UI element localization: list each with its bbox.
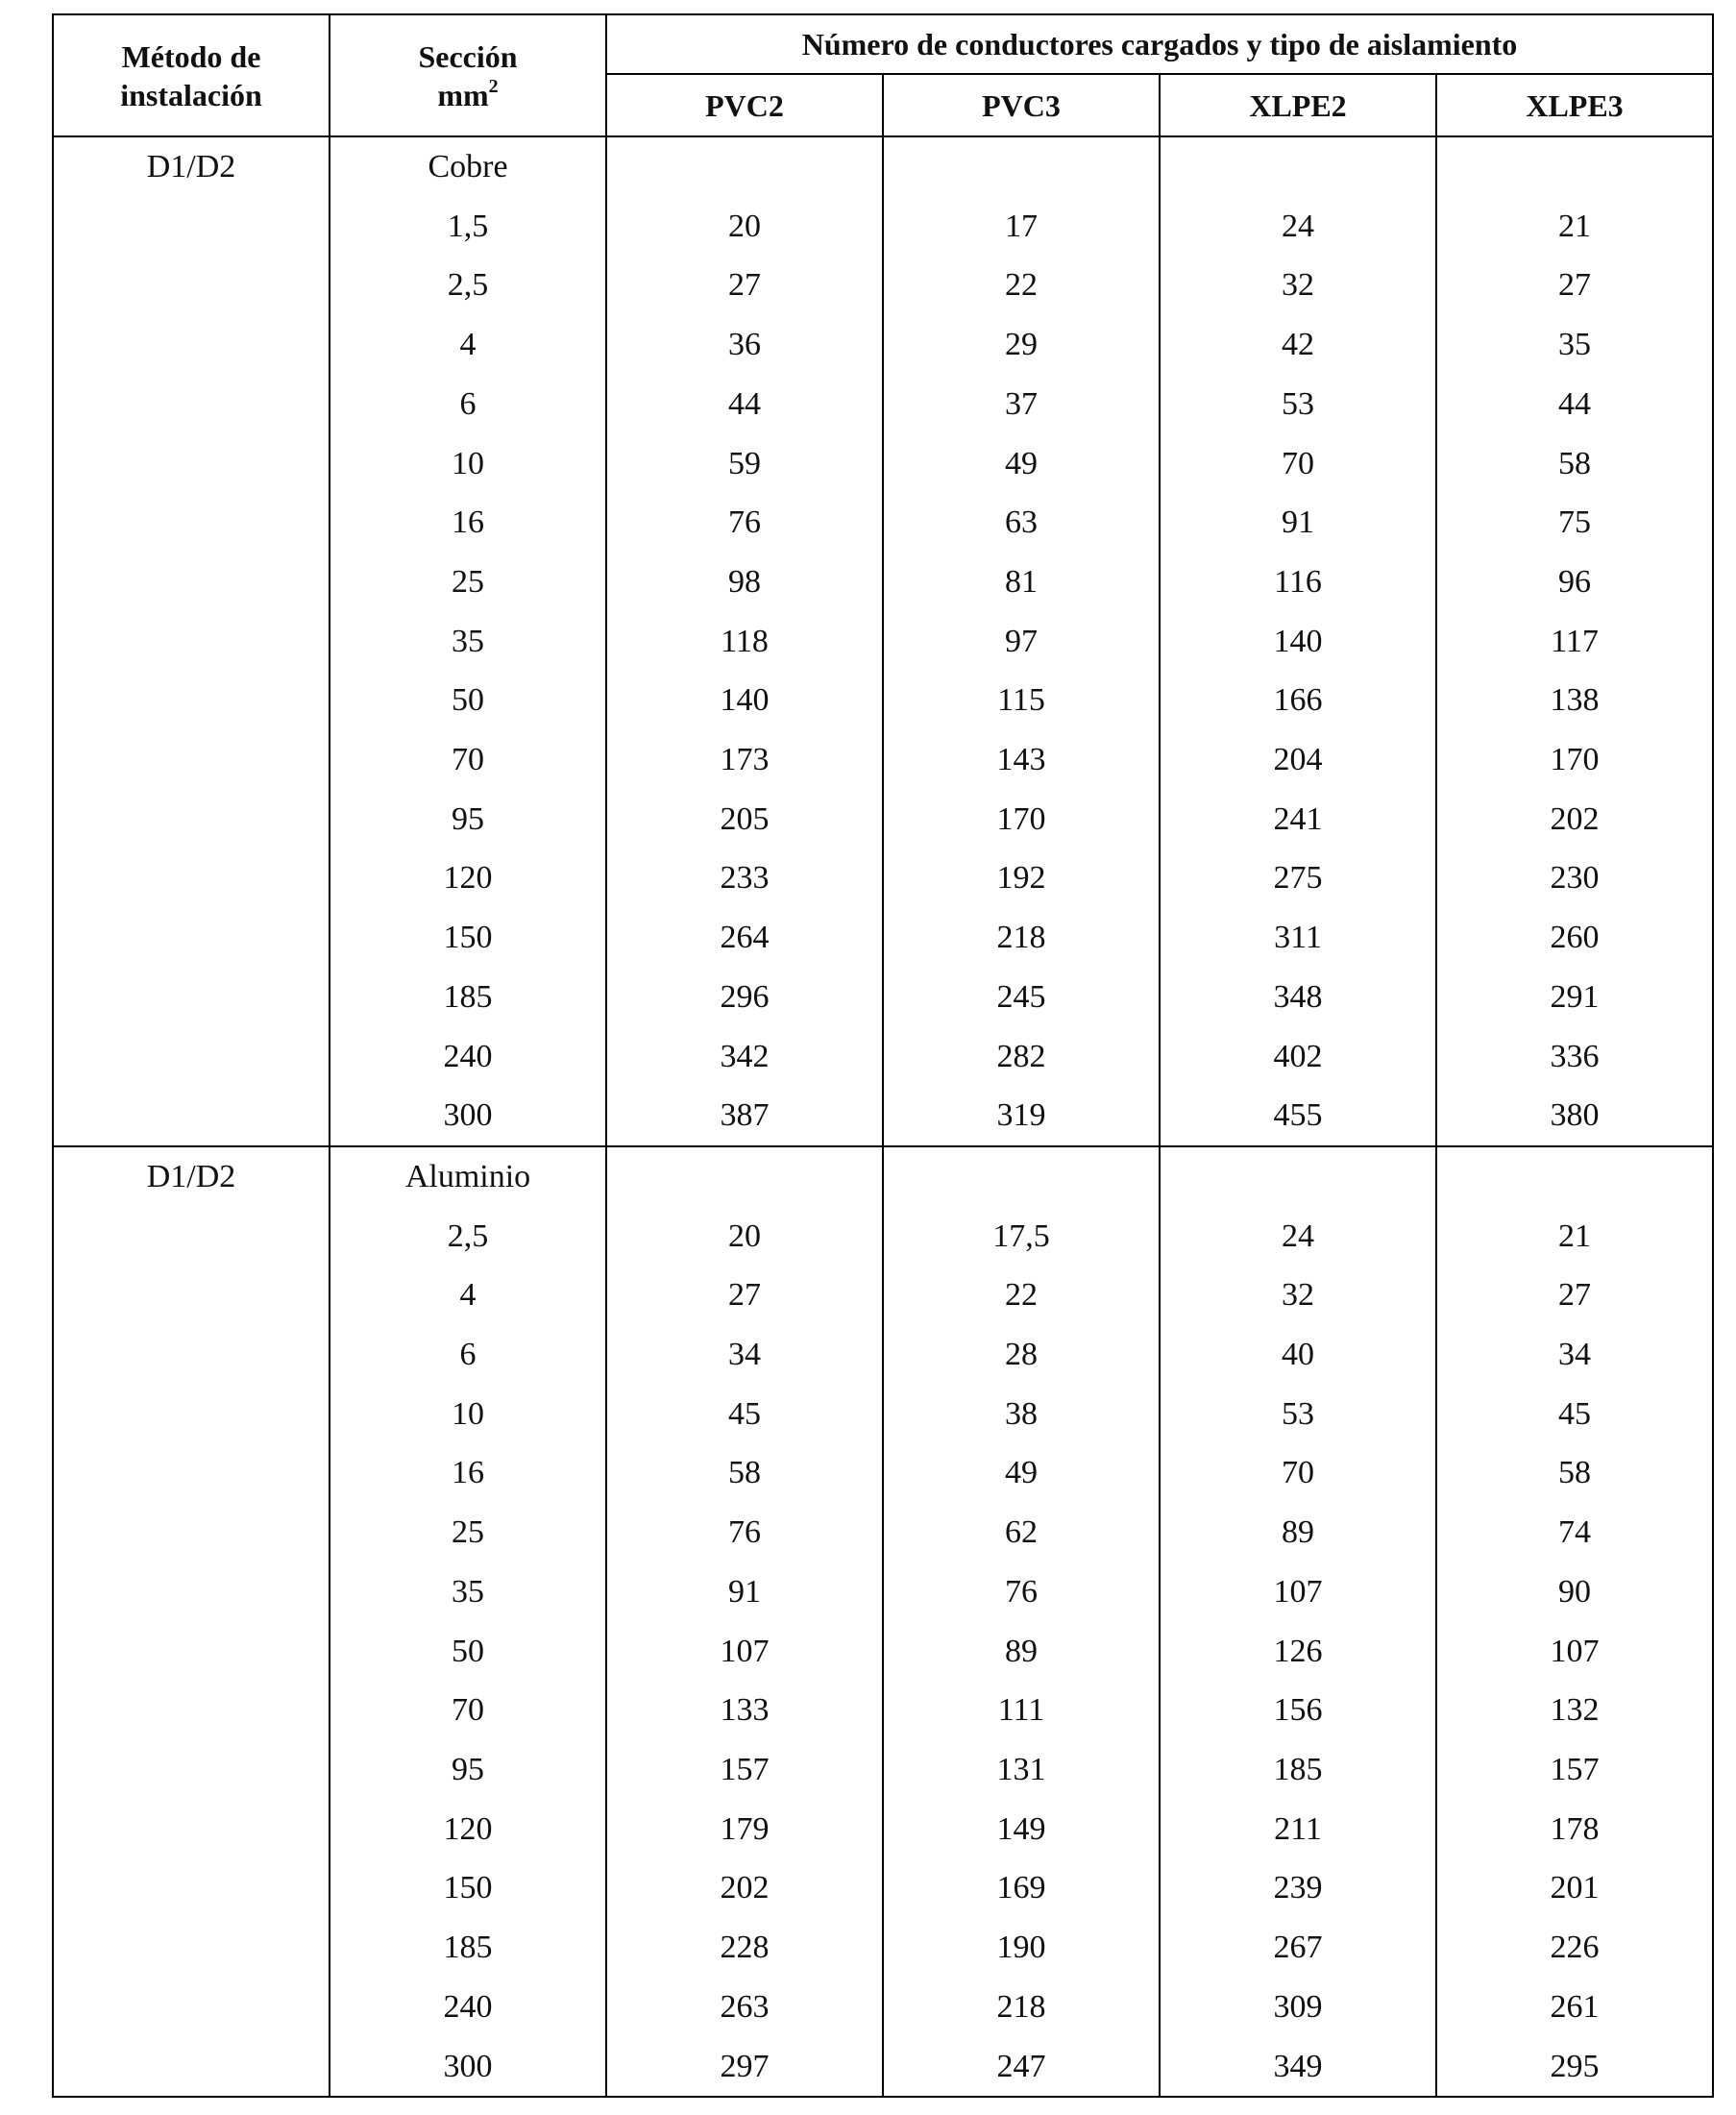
- material-row: [53, 1146, 1713, 1207]
- cell-pvc3: 81: [883, 553, 1160, 612]
- cell-pvc3: 149: [883, 1800, 1160, 1859]
- cell-pvc3: 62: [883, 1503, 1160, 1562]
- cell-empty: [606, 136, 883, 197]
- cell-seccion: 16: [330, 1443, 606, 1503]
- table-row: [53, 2037, 1713, 2098]
- cell-seccion: 1,5: [330, 197, 606, 257]
- header-seccion-line1: Sección: [418, 38, 518, 74]
- table-row: [53, 1740, 1713, 1800]
- cell-empty: [1160, 136, 1436, 197]
- table-body: [53, 136, 1713, 2097]
- cell-pvc3: 49: [883, 1443, 1160, 1503]
- cell-seccion: 300: [330, 2037, 606, 2098]
- cell-seccion: 10: [330, 434, 606, 494]
- cell-pvc3: 170: [883, 790, 1160, 849]
- cell-pvc3: 97: [883, 612, 1160, 672]
- cell-pvc2: 76: [606, 493, 883, 553]
- cell-xlpe3: 230: [1436, 848, 1713, 908]
- header-seccion: [330, 14, 606, 136]
- cell-metodo-empty: [53, 790, 330, 849]
- cell-metodo-empty: [53, 1325, 330, 1385]
- cell-xlpe2: 241: [1160, 790, 1436, 849]
- table-row: [53, 908, 1713, 968]
- cell-xlpe3: 74: [1436, 1503, 1713, 1562]
- header-col-pvc2: PVC2: [606, 74, 883, 136]
- cell-xlpe3: 295: [1436, 2037, 1713, 2098]
- cell-xlpe3: 226: [1436, 1918, 1713, 1978]
- cell-pvc2: 173: [606, 730, 883, 790]
- cell-seccion: 95: [330, 1740, 606, 1800]
- table-row: [53, 1086, 1713, 1146]
- cell-seccion: 16: [330, 493, 606, 553]
- cell-xlpe2: 70: [1160, 1443, 1436, 1503]
- cell-xlpe3: 202: [1436, 790, 1713, 849]
- cell-seccion: 95: [330, 790, 606, 849]
- cell-pvc3: 218: [883, 908, 1160, 968]
- cell-pvc3: 49: [883, 434, 1160, 494]
- table-header: [53, 14, 1713, 136]
- cell-pvc2: 297: [606, 2037, 883, 2098]
- cell-empty: [1160, 1146, 1436, 1207]
- cell-metodo-empty: [53, 1622, 330, 1682]
- cell-pvc3: 22: [883, 1266, 1160, 1325]
- cell-xlpe2: 140: [1160, 612, 1436, 672]
- cell-metodo-empty: [53, 1086, 330, 1146]
- table-row: [53, 375, 1713, 434]
- cell-pvc2: 140: [606, 671, 883, 730]
- material-row: [53, 136, 1713, 197]
- header-seccion-sup: 2: [488, 75, 499, 97]
- cell-pvc2: 296: [606, 968, 883, 1027]
- cell-empty: [1436, 1146, 1713, 1207]
- cell-pvc2: 27: [606, 256, 883, 315]
- cell-metodo-empty: [53, 1027, 330, 1087]
- cell-metodo-empty: [53, 671, 330, 730]
- header-col-xlpe3: XLPE3: [1436, 74, 1713, 136]
- cell-xlpe2: 185: [1160, 1740, 1436, 1800]
- cell-pvc2: 107: [606, 1622, 883, 1682]
- cell-xlpe2: 211: [1160, 1800, 1436, 1859]
- cell-metodo-empty: [53, 434, 330, 494]
- cell-material: Cobre: [330, 136, 606, 197]
- cell-xlpe2: 402: [1160, 1027, 1436, 1087]
- header-metodo-line2: instalación: [120, 77, 262, 112]
- cell-metodo-empty: [53, 1503, 330, 1562]
- cell-xlpe2: 311: [1160, 908, 1436, 968]
- cell-empty: [606, 1146, 883, 1207]
- cell-xlpe3: 21: [1436, 197, 1713, 257]
- table-row: [53, 1978, 1713, 2037]
- cell-xlpe2: 309: [1160, 1978, 1436, 2037]
- table-row: [53, 968, 1713, 1027]
- cell-seccion: 70: [330, 730, 606, 790]
- cell-xlpe2: 348: [1160, 968, 1436, 1027]
- cell-seccion: 35: [330, 1562, 606, 1622]
- cell-xlpe3: 45: [1436, 1385, 1713, 1444]
- table-row: [53, 1503, 1713, 1562]
- cell-pvc2: 387: [606, 1086, 883, 1146]
- cell-xlpe3: 21: [1436, 1207, 1713, 1267]
- cell-pvc2: 228: [606, 1918, 883, 1978]
- table-row: [53, 1562, 1713, 1622]
- cell-xlpe2: 42: [1160, 315, 1436, 375]
- table-row: [53, 1325, 1713, 1385]
- cell-pvc2: 263: [606, 1978, 883, 2037]
- cell-seccion: 150: [330, 908, 606, 968]
- cell-xlpe3: 58: [1436, 434, 1713, 494]
- header-col-xlpe2: XLPE2: [1160, 74, 1436, 136]
- cell-pvc3: 29: [883, 315, 1160, 375]
- cell-pvc3: 28: [883, 1325, 1160, 1385]
- cell-xlpe3: 107: [1436, 1622, 1713, 1682]
- cell-pvc2: 133: [606, 1681, 883, 1740]
- cell-xlpe3: 75: [1436, 493, 1713, 553]
- cell-pvc2: 98: [606, 553, 883, 612]
- cell-xlpe2: 267: [1160, 1918, 1436, 1978]
- cell-pvc3: 115: [883, 671, 1160, 730]
- cell-seccion: 240: [330, 1027, 606, 1087]
- cell-pvc2: 20: [606, 1207, 883, 1267]
- table-row: [53, 848, 1713, 908]
- cell-pvc2: 45: [606, 1385, 883, 1444]
- header-metodo-line1: Método de: [121, 38, 261, 74]
- cell-metodo-empty: [53, 375, 330, 434]
- table-row: [53, 493, 1713, 553]
- cell-seccion: 2,5: [330, 1207, 606, 1267]
- cell-xlpe3: 201: [1436, 1858, 1713, 1918]
- cell-pvc3: 319: [883, 1086, 1160, 1146]
- cell-empty: [883, 1146, 1160, 1207]
- cell-xlpe2: 275: [1160, 848, 1436, 908]
- table-row: [53, 790, 1713, 849]
- table-row: [53, 434, 1713, 494]
- cell-pvc2: 59: [606, 434, 883, 494]
- cell-metodo-empty: [53, 968, 330, 1027]
- cell-metodo-empty: [53, 256, 330, 315]
- header-col-pvc3: PVC3: [883, 74, 1160, 136]
- cell-xlpe3: 291: [1436, 968, 1713, 1027]
- cell-seccion: 6: [330, 1325, 606, 1385]
- cell-metodo: D1/D2: [53, 1146, 330, 1207]
- cell-metodo-empty: [53, 1266, 330, 1325]
- cell-xlpe3: 380: [1436, 1086, 1713, 1146]
- cell-pvc3: 111: [883, 1681, 1160, 1740]
- cell-xlpe3: 96: [1436, 553, 1713, 612]
- cell-xlpe2: 239: [1160, 1858, 1436, 1918]
- cell-xlpe2: 91: [1160, 493, 1436, 553]
- cell-pvc2: 36: [606, 315, 883, 375]
- cell-metodo-empty: [53, 553, 330, 612]
- cell-metodo-empty: [53, 848, 330, 908]
- table-row: [53, 1385, 1713, 1444]
- table-row: [53, 1443, 1713, 1503]
- cell-metodo-empty: [53, 197, 330, 257]
- cell-empty: [1436, 136, 1713, 197]
- cell-metodo-empty: [53, 493, 330, 553]
- cell-metodo-empty: [53, 2037, 330, 2098]
- cell-seccion: 2,5: [330, 256, 606, 315]
- cell-xlpe2: 40: [1160, 1325, 1436, 1385]
- ampacity-table: [52, 13, 1714, 2098]
- cell-xlpe3: 58: [1436, 1443, 1713, 1503]
- cell-seccion: 4: [330, 315, 606, 375]
- cell-pvc3: 247: [883, 2037, 1160, 2098]
- cell-xlpe2: 70: [1160, 434, 1436, 494]
- cell-xlpe3: 27: [1436, 256, 1713, 315]
- header-group-title: Número de conductores cargados y tipo de aislamiento: [606, 14, 1713, 74]
- cell-pvc3: 17: [883, 197, 1160, 257]
- cell-xlpe3: 34: [1436, 1325, 1713, 1385]
- table-row: [53, 315, 1713, 375]
- cell-metodo-empty: [53, 730, 330, 790]
- cell-seccion: 70: [330, 1681, 606, 1740]
- cell-metodo-empty: [53, 612, 330, 672]
- header-metodo-instalacion: [53, 14, 330, 136]
- cell-xlpe2: 32: [1160, 256, 1436, 315]
- cell-xlpe2: 455: [1160, 1086, 1436, 1146]
- cell-metodo-empty: [53, 1385, 330, 1444]
- cell-pvc3: 245: [883, 968, 1160, 1027]
- cell-seccion: 25: [330, 553, 606, 612]
- cell-metodo-empty: [53, 1858, 330, 1918]
- cell-metodo-empty: [53, 315, 330, 375]
- cell-seccion: 240: [330, 1978, 606, 2037]
- cell-seccion: 25: [330, 1503, 606, 1562]
- cell-pvc3: 89: [883, 1622, 1160, 1682]
- table-row: [53, 1027, 1713, 1087]
- cell-xlpe3: 178: [1436, 1800, 1713, 1859]
- cell-xlpe2: 156: [1160, 1681, 1436, 1740]
- table-row: [53, 1858, 1713, 1918]
- table-row: [53, 1681, 1713, 1740]
- cell-xlpe2: 349: [1160, 2037, 1436, 2098]
- cell-metodo-empty: [53, 1681, 330, 1740]
- cell-pvc2: 157: [606, 1740, 883, 1800]
- cell-xlpe2: 126: [1160, 1622, 1436, 1682]
- table-row: [53, 1266, 1713, 1325]
- cell-pvc3: 76: [883, 1562, 1160, 1622]
- cell-seccion: 150: [330, 1858, 606, 1918]
- cell-xlpe3: 35: [1436, 315, 1713, 375]
- cell-metodo-empty: [53, 1562, 330, 1622]
- cell-pvc2: 76: [606, 1503, 883, 1562]
- cell-pvc2: 27: [606, 1266, 883, 1325]
- cell-xlpe3: 90: [1436, 1562, 1713, 1622]
- cell-xlpe2: 24: [1160, 1207, 1436, 1267]
- cell-pvc3: 37: [883, 375, 1160, 434]
- cell-pvc3: 17,5: [883, 1207, 1160, 1267]
- cell-xlpe2: 204: [1160, 730, 1436, 790]
- cell-xlpe2: 53: [1160, 375, 1436, 434]
- cell-metodo-empty: [53, 1918, 330, 1978]
- cell-xlpe2: 116: [1160, 553, 1436, 612]
- cell-seccion: 300: [330, 1086, 606, 1146]
- cell-pvc2: 34: [606, 1325, 883, 1385]
- cell-seccion: 4: [330, 1266, 606, 1325]
- table-row: [53, 1207, 1713, 1267]
- table-row: [53, 256, 1713, 315]
- cell-metodo-empty: [53, 908, 330, 968]
- cell-seccion: 6: [330, 375, 606, 434]
- header-row-1: [53, 14, 1713, 74]
- cell-metodo-empty: [53, 1207, 330, 1267]
- cell-pvc2: 202: [606, 1858, 883, 1918]
- cell-xlpe3: 117: [1436, 612, 1713, 672]
- table-row: [53, 1918, 1713, 1978]
- cell-metodo-empty: [53, 1740, 330, 1800]
- cell-material: Aluminio: [330, 1146, 606, 1207]
- cell-pvc2: 179: [606, 1800, 883, 1859]
- cell-seccion: 120: [330, 1800, 606, 1859]
- table-row: [53, 197, 1713, 257]
- cell-metodo-empty: [53, 1978, 330, 2037]
- table-row: [53, 730, 1713, 790]
- header-seccion-unit: mm: [437, 77, 489, 112]
- cell-xlpe3: 261: [1436, 1978, 1713, 2037]
- cell-xlpe3: 138: [1436, 671, 1713, 730]
- table-row: [53, 1622, 1713, 1682]
- cell-xlpe2: 32: [1160, 1266, 1436, 1325]
- cell-pvc2: 233: [606, 848, 883, 908]
- cell-seccion: 35: [330, 612, 606, 672]
- cell-xlpe3: 44: [1436, 375, 1713, 434]
- cell-empty: [883, 136, 1160, 197]
- cell-seccion: 185: [330, 1918, 606, 1978]
- cell-xlpe3: 27: [1436, 1266, 1713, 1325]
- cell-seccion: 10: [330, 1385, 606, 1444]
- cell-pvc2: 58: [606, 1443, 883, 1503]
- cell-pvc2: 118: [606, 612, 883, 672]
- cell-pvc3: 169: [883, 1858, 1160, 1918]
- cell-metodo-empty: [53, 1800, 330, 1859]
- table-row: [53, 612, 1713, 672]
- cell-pvc2: 91: [606, 1562, 883, 1622]
- cell-seccion: 120: [330, 848, 606, 908]
- cell-pvc2: 205: [606, 790, 883, 849]
- cell-xlpe3: 132: [1436, 1681, 1713, 1740]
- cell-xlpe3: 260: [1436, 908, 1713, 968]
- cell-pvc3: 63: [883, 493, 1160, 553]
- cell-xlpe2: 24: [1160, 197, 1436, 257]
- cell-pvc3: 22: [883, 256, 1160, 315]
- cell-xlpe2: 107: [1160, 1562, 1436, 1622]
- table-row: [53, 1800, 1713, 1859]
- cell-seccion: 50: [330, 671, 606, 730]
- cell-pvc3: 143: [883, 730, 1160, 790]
- cell-pvc3: 218: [883, 1978, 1160, 2037]
- cell-seccion: 50: [330, 1622, 606, 1682]
- cell-pvc2: 342: [606, 1027, 883, 1087]
- cell-pvc2: 20: [606, 197, 883, 257]
- cell-seccion: 185: [330, 968, 606, 1027]
- table-row: [53, 671, 1713, 730]
- cell-pvc3: 190: [883, 1918, 1160, 1978]
- cell-xlpe3: 336: [1436, 1027, 1713, 1087]
- cell-xlpe3: 170: [1436, 730, 1713, 790]
- cell-pvc3: 282: [883, 1027, 1160, 1087]
- cell-pvc3: 131: [883, 1740, 1160, 1800]
- cell-metodo-empty: [53, 1443, 330, 1503]
- cell-metodo: D1/D2: [53, 136, 330, 197]
- cell-pvc2: 44: [606, 375, 883, 434]
- cell-xlpe3: 157: [1436, 1740, 1713, 1800]
- cell-xlpe2: 166: [1160, 671, 1436, 730]
- cell-xlpe2: 89: [1160, 1503, 1436, 1562]
- table-row: [53, 553, 1713, 612]
- cell-pvc2: 264: [606, 908, 883, 968]
- cell-xlpe2: 53: [1160, 1385, 1436, 1444]
- cell-pvc3: 192: [883, 848, 1160, 908]
- cell-pvc3: 38: [883, 1385, 1160, 1444]
